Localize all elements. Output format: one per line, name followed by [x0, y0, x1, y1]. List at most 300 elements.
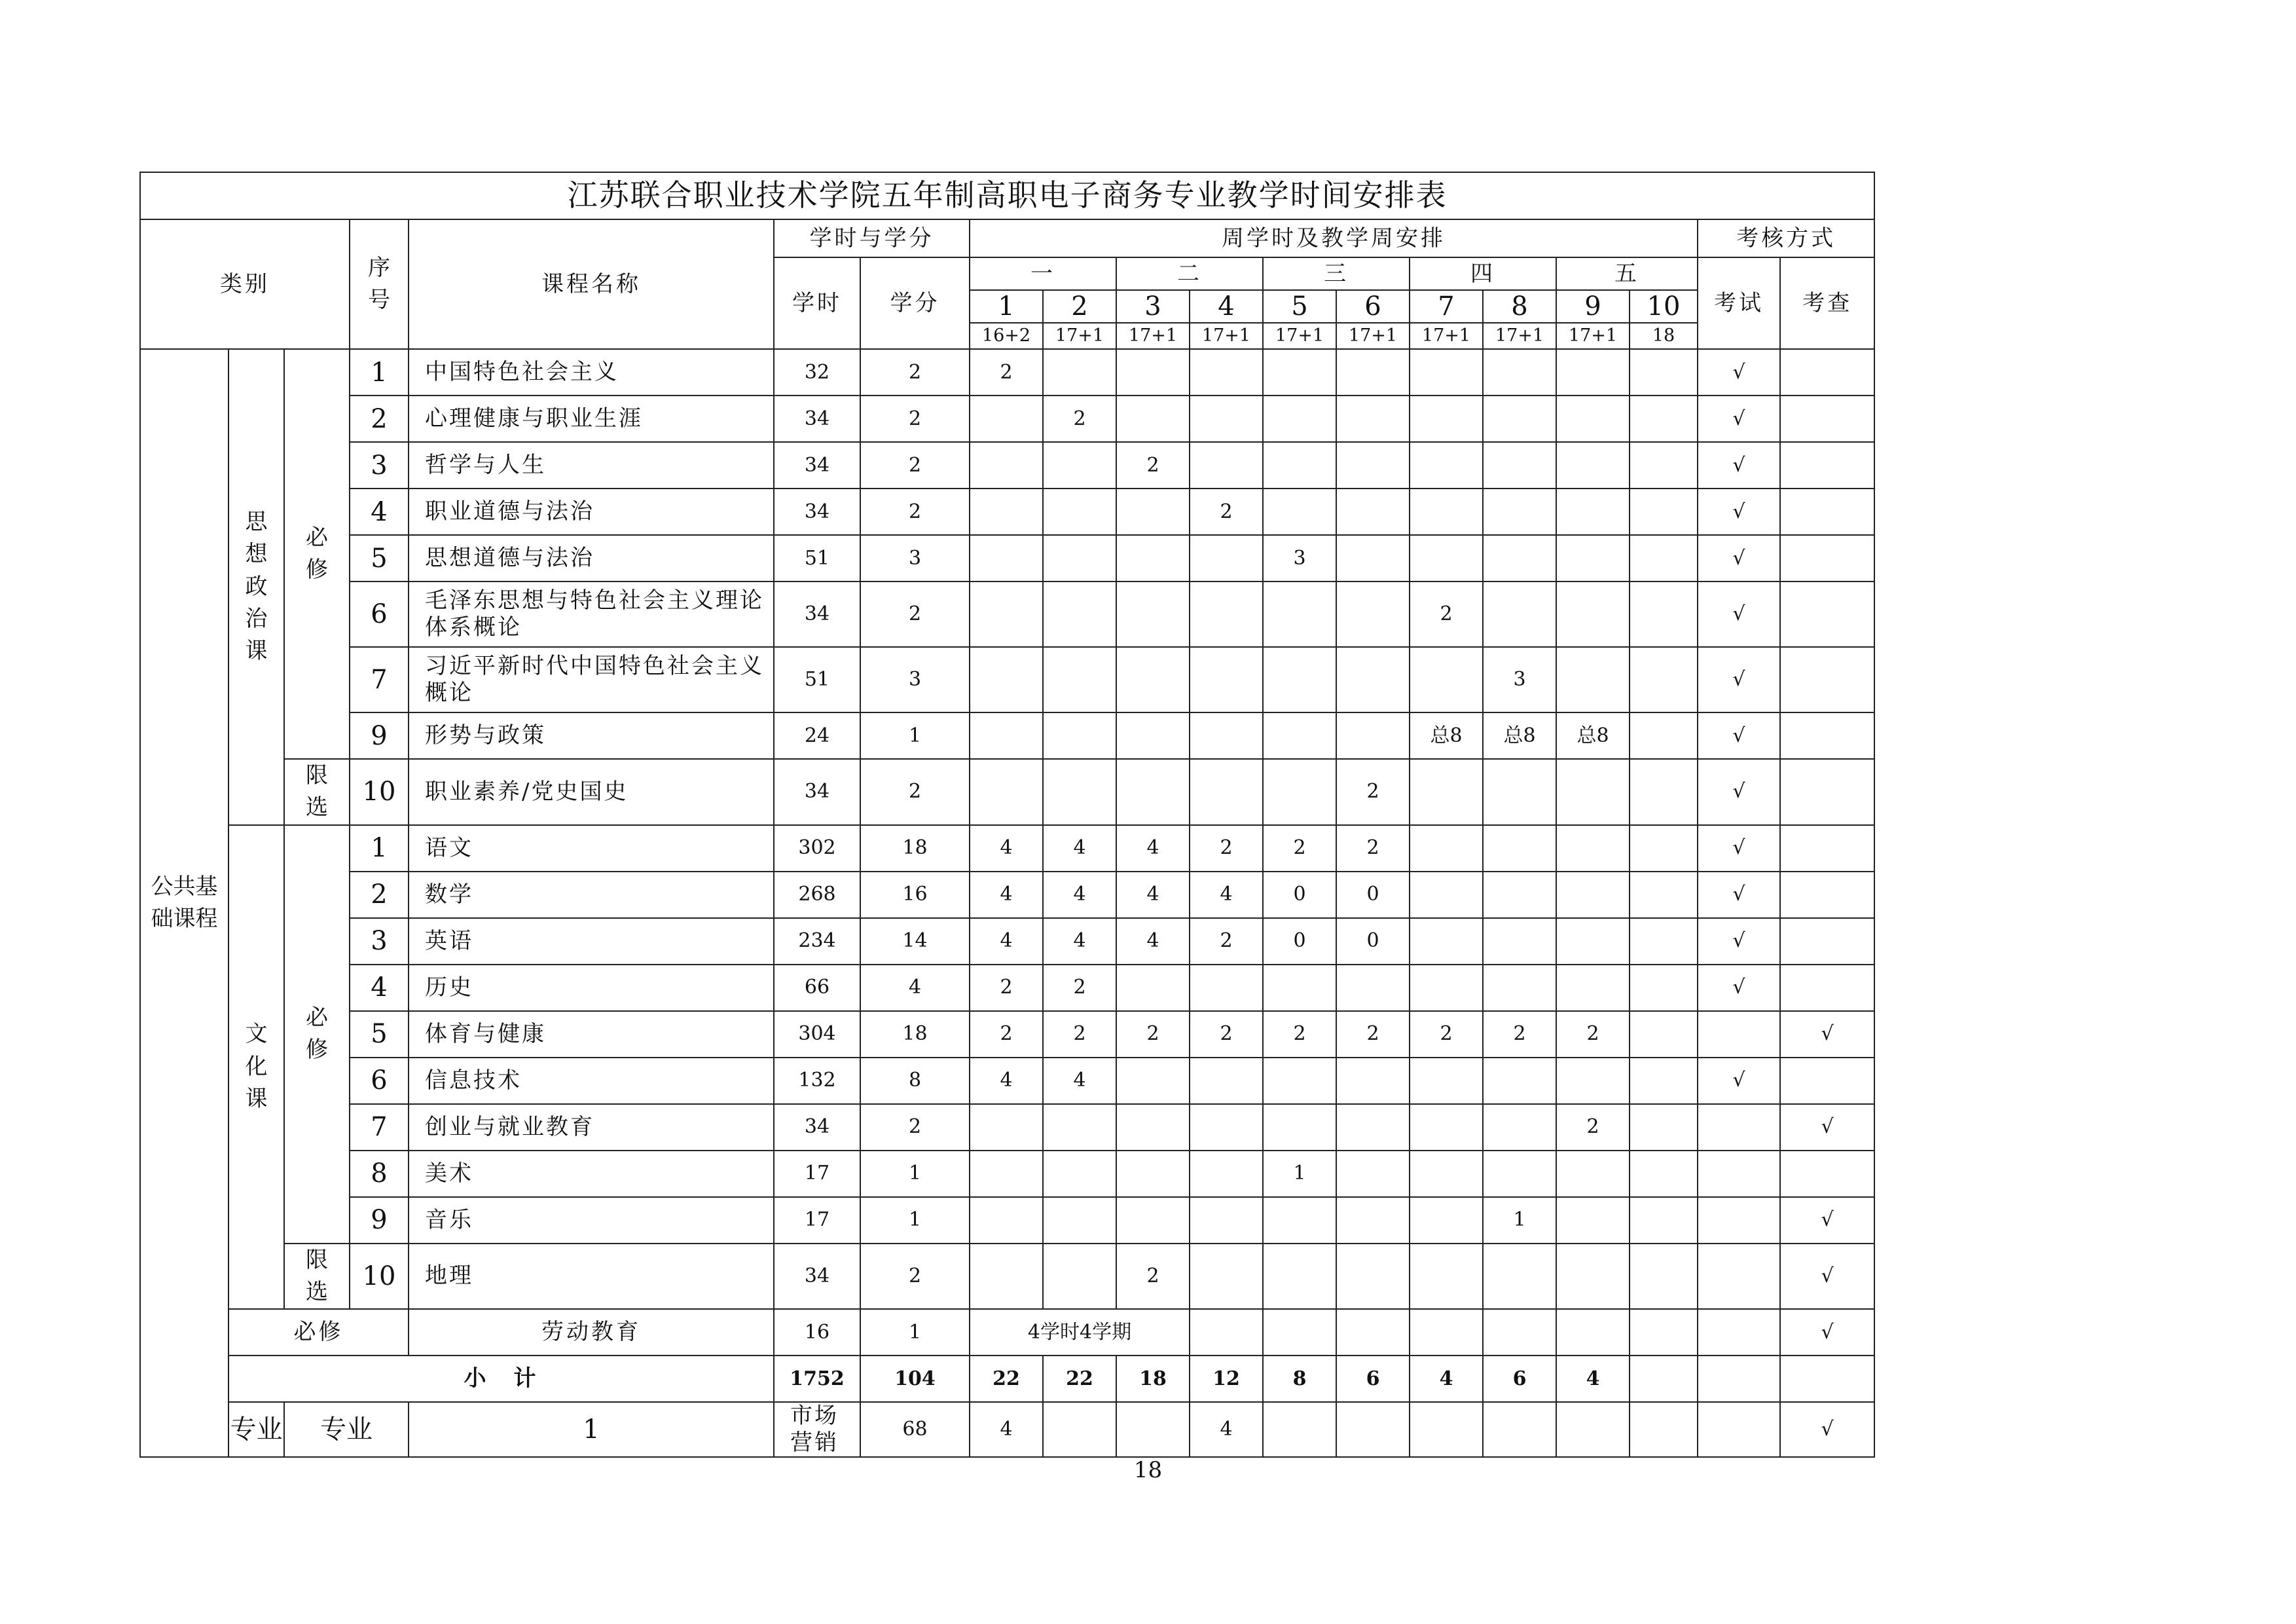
- row-seq: 1: [350, 349, 409, 396]
- semester-hours: [1116, 1058, 1190, 1104]
- table-row: [140, 647, 1874, 712]
- semester-hours: [1556, 759, 1630, 825]
- semester-hours: 2: [1483, 1011, 1556, 1058]
- course-hours: 34: [774, 1104, 860, 1151]
- table-row: [140, 1244, 1874, 1310]
- row-seq: 2: [350, 872, 409, 918]
- semester-hours: [1336, 1151, 1410, 1197]
- semester-hours: [1043, 1402, 1116, 1457]
- semester-hours: [1483, 1058, 1556, 1104]
- labor-hours: 16: [774, 1309, 860, 1356]
- type-required-text: 必修: [306, 524, 328, 583]
- semester-hours: [1116, 759, 1190, 825]
- semester-hours: [1410, 918, 1483, 965]
- course-hours: 34: [774, 759, 860, 825]
- subtotal-semester: 18: [1116, 1356, 1190, 1402]
- semester-hours: [1630, 1011, 1698, 1058]
- course-name: 心理健康与职业生涯: [409, 396, 774, 442]
- check-mark: √: [1780, 1011, 1874, 1058]
- semester-hours: [1410, 965, 1483, 1011]
- semester-hours: [1410, 442, 1483, 489]
- header-semester: 3: [1116, 290, 1190, 323]
- row-seq: 1: [350, 825, 409, 872]
- semester-hours: [1263, 581, 1336, 647]
- exam-mark: √: [1698, 647, 1780, 712]
- category-political: [228, 349, 284, 825]
- semester-hours: [1556, 1244, 1630, 1310]
- semester-hours: [1336, 442, 1410, 489]
- header-hours: 学时: [774, 257, 860, 349]
- course-hours: 51: [774, 647, 860, 712]
- semester-hours: [1630, 396, 1698, 442]
- exam-mark: √: [1698, 396, 1780, 442]
- course-credits: 2: [860, 1244, 970, 1310]
- row-seq: 7: [350, 1104, 409, 1151]
- header-semester: 7: [1410, 290, 1483, 323]
- header-year: 三: [1263, 257, 1410, 290]
- semester-hours: [1410, 647, 1483, 712]
- semester-hours: 2: [1116, 1244, 1190, 1310]
- header-check: 考查: [1780, 257, 1874, 349]
- subtotal-semester: 4: [1410, 1356, 1483, 1402]
- semester-hours: [1190, 1104, 1263, 1151]
- course-hours: 17: [774, 1197, 860, 1244]
- course-name: 英语: [409, 918, 774, 965]
- semester-hours: 4: [970, 1058, 1043, 1104]
- header-hours-credits: 学时与学分: [774, 219, 970, 257]
- course-credits: 1: [860, 1197, 970, 1244]
- course-credits: 1: [860, 712, 970, 759]
- check-mark: [1780, 1356, 1874, 1402]
- semester-hours: [1556, 581, 1630, 647]
- table-row: [140, 349, 1874, 396]
- semester-hours: 总8: [1410, 712, 1483, 759]
- course-credits: 18: [860, 1011, 970, 1058]
- course-credits: 4: [970, 1402, 1043, 1457]
- semester-hours: [1336, 535, 1410, 581]
- semester-hours: [1410, 872, 1483, 918]
- course-credits: 3: [860, 535, 970, 581]
- row-seq: 3: [350, 918, 409, 965]
- semester-hours: 4: [1043, 872, 1116, 918]
- check-mark: √: [1780, 1309, 1874, 1356]
- labor-credits: 1: [860, 1309, 970, 1356]
- course-hours: 304: [774, 1011, 860, 1058]
- table-row: [140, 1402, 1874, 1457]
- semester-hours: [1336, 1197, 1410, 1244]
- header-year: 四: [1410, 257, 1556, 290]
- semester-hours: [1630, 1244, 1698, 1310]
- row-seq: 5: [350, 1011, 409, 1058]
- semester-hours: [1116, 1402, 1190, 1457]
- semester-hours: 2: [1043, 1011, 1116, 1058]
- semester-hours: [1263, 1244, 1336, 1310]
- labor-type: 必修: [228, 1309, 409, 1356]
- row-seq: 1: [409, 1402, 774, 1457]
- semester-hours: 4: [1043, 918, 1116, 965]
- semester-hours: 2: [970, 349, 1043, 396]
- course-credits: 2: [860, 442, 970, 489]
- course-credits: 2: [860, 349, 970, 396]
- category-public-text: 公共基础课程: [151, 873, 218, 932]
- semester-hours: [1630, 712, 1698, 759]
- row-seq: 4: [350, 965, 409, 1011]
- header-assessment: 考核方式: [1698, 219, 1874, 257]
- exam-mark: √: [1780, 1402, 1874, 1457]
- subtotal-semester: 6: [1336, 1356, 1410, 1402]
- semester-hours: [1410, 535, 1483, 581]
- type-limited: [284, 759, 350, 825]
- semester-hours: 4: [970, 872, 1043, 918]
- category-cultural: [228, 825, 284, 1310]
- subtotal-semester: 22: [1043, 1356, 1116, 1402]
- semester-hours: [1410, 349, 1483, 396]
- semester-hours: [1630, 1197, 1698, 1244]
- semester-hours: [1630, 647, 1698, 712]
- row-seq: 8: [350, 1151, 409, 1197]
- table-row: [140, 1058, 1874, 1104]
- course-hours: 51: [774, 535, 860, 581]
- semester-hours: [1336, 1244, 1410, 1310]
- header-course-name: 课程名称: [409, 219, 774, 349]
- course-name: 信息技术: [409, 1058, 774, 1104]
- table-row: [140, 1104, 1874, 1151]
- semester-hours: 2: [1336, 825, 1410, 872]
- row-seq: 7: [350, 647, 409, 712]
- semester-hours: 0: [1336, 918, 1410, 965]
- course-name: 中国特色社会主义: [409, 349, 774, 396]
- header-weeks: 17+1: [1483, 323, 1556, 349]
- semester-hours: [970, 712, 1043, 759]
- course-hours: 66: [774, 965, 860, 1011]
- semester-hours: [1263, 442, 1336, 489]
- course-hours: 34: [774, 396, 860, 442]
- header-semester: 10: [1630, 290, 1698, 323]
- semester-hours: 2: [1116, 1011, 1190, 1058]
- semester-hours: [1556, 1151, 1630, 1197]
- semester-hours: [1556, 872, 1630, 918]
- table-row: [140, 1011, 1874, 1058]
- semester-hours: [970, 535, 1043, 581]
- semester-hours: [1698, 1402, 1780, 1457]
- header-weeks: 18: [1630, 323, 1698, 349]
- category-cultural-text: 文化课: [245, 1021, 268, 1113]
- semester-hours: 2: [1190, 825, 1263, 872]
- semester-hours: 4: [1116, 825, 1190, 872]
- exam-mark: √: [1698, 965, 1780, 1011]
- semester-hours: [1556, 535, 1630, 581]
- course-name: 音乐: [409, 1197, 774, 1244]
- semester-hours: [1263, 1197, 1336, 1244]
- semester-hours: [1043, 442, 1116, 489]
- semester-hours: [1263, 1104, 1336, 1151]
- semester-hours: [970, 442, 1043, 489]
- type-required: [284, 349, 350, 759]
- semester-hours: [1116, 489, 1190, 535]
- semester-hours: [1410, 759, 1483, 825]
- semester-hours: [1483, 1309, 1556, 1356]
- semester-hours: [1190, 965, 1263, 1011]
- semester-hours: 1: [1263, 1151, 1336, 1197]
- course-name: 职业素养/党史国史: [409, 759, 774, 825]
- semester-hours: [1483, 918, 1556, 965]
- semester-hours: [1483, 349, 1556, 396]
- semester-hours: [1190, 349, 1263, 396]
- semester-hours: [1410, 1197, 1483, 1244]
- exam-mark: √: [1698, 825, 1780, 872]
- row-seq: 6: [350, 1058, 409, 1104]
- course-name: 习近平新时代中国特色社会主义概论: [409, 647, 774, 712]
- subcategory-major: 专业: [284, 1402, 409, 1457]
- semester-hours: [1116, 647, 1190, 712]
- semester-hours: [1190, 1058, 1263, 1104]
- semester-hours: [1190, 1197, 1263, 1244]
- course-credits: 2: [860, 581, 970, 647]
- semester-hours: [1483, 1104, 1556, 1151]
- course-name: 体育与健康: [409, 1011, 774, 1058]
- semester-hours: 4: [1043, 1058, 1116, 1104]
- header-seq: 序号: [350, 219, 409, 349]
- course-name: 数学: [409, 872, 774, 918]
- semester-hours: [1190, 1309, 1263, 1356]
- header-semester: 9: [1556, 290, 1630, 323]
- semester-hours: [1483, 759, 1556, 825]
- check-mark: √: [1780, 1197, 1874, 1244]
- course-hours: 32: [774, 349, 860, 396]
- semester-hours: [1043, 489, 1116, 535]
- exam-mark: √: [1698, 489, 1780, 535]
- table-row: [140, 1197, 1874, 1244]
- semester-hours: [1116, 581, 1190, 647]
- course-credits: 18: [860, 825, 970, 872]
- table-row: [140, 965, 1874, 1011]
- table-row: [140, 442, 1874, 489]
- semester-hours: [1410, 825, 1483, 872]
- semester-hours: [1336, 647, 1410, 712]
- semester-hours: [1556, 647, 1630, 712]
- exam-mark: [1698, 1197, 1780, 1244]
- semester-hours: [1190, 581, 1263, 647]
- semester-hours: [1116, 1104, 1190, 1151]
- semester-hours: [1630, 1058, 1698, 1104]
- semester-hours: [1410, 1402, 1483, 1457]
- course-credits: 8: [860, 1058, 970, 1104]
- check-mark: [1780, 647, 1874, 712]
- semester-hours: [970, 489, 1043, 535]
- exam-mark: [1698, 1356, 1780, 1402]
- semester-hours: 2: [970, 965, 1043, 1011]
- row-seq: 10: [350, 759, 409, 825]
- semester-hours: [1630, 442, 1698, 489]
- semester-hours: [1630, 1151, 1698, 1197]
- semester-hours: [970, 1197, 1043, 1244]
- semester-hours: [1630, 918, 1698, 965]
- semester-hours: 2: [970, 1011, 1043, 1058]
- semester-hours: 4: [1116, 872, 1190, 918]
- semester-hours: [970, 759, 1043, 825]
- course-name: 语文: [409, 825, 774, 872]
- page-number: 18: [1133, 1457, 1163, 1483]
- semester-hours: [1263, 1058, 1336, 1104]
- course-name: 美术: [409, 1151, 774, 1197]
- semester-hours: [1556, 1309, 1630, 1356]
- semester-hours: [1263, 965, 1336, 1011]
- exam-mark: √: [1698, 535, 1780, 581]
- semester-hours: 3: [1483, 647, 1556, 712]
- check-mark: [1780, 759, 1874, 825]
- subtotal-semester: 12: [1190, 1356, 1263, 1402]
- semester-hours: 4: [1190, 872, 1263, 918]
- semester-hours: [1336, 349, 1410, 396]
- semester-hours: [970, 396, 1043, 442]
- subtotal-credits: 104: [860, 1356, 970, 1402]
- semester-hours: [970, 647, 1043, 712]
- semester-hours: [1630, 825, 1698, 872]
- semester-hours: 4: [1190, 1402, 1263, 1457]
- semester-hours: [1190, 442, 1263, 489]
- semester-hours: [1410, 1244, 1483, 1310]
- semester-hours: [1556, 396, 1630, 442]
- header-weeks: 17+1: [1116, 323, 1190, 349]
- subtotal-label: 小 计: [228, 1356, 774, 1402]
- semester-hours: [1630, 535, 1698, 581]
- semester-hours: [1483, 1244, 1556, 1310]
- semester-hours: [1263, 647, 1336, 712]
- semester-hours: [1336, 712, 1410, 759]
- semester-hours: 2: [1190, 489, 1263, 535]
- header-year: 一: [970, 257, 1116, 290]
- course-hours: 34: [774, 442, 860, 489]
- header-weeks: 16+2: [970, 323, 1043, 349]
- header-exam: 考试: [1698, 257, 1780, 349]
- semester-hours: [1410, 396, 1483, 442]
- semester-hours: 4: [1043, 825, 1116, 872]
- semester-hours: 总8: [1556, 712, 1630, 759]
- table-row: [140, 825, 1874, 872]
- table-row: [140, 918, 1874, 965]
- row-seq: 10: [350, 1244, 409, 1310]
- semester-hours: [1483, 872, 1556, 918]
- semester-hours: [1263, 349, 1336, 396]
- type-required: [284, 825, 350, 1244]
- row-seq: 3: [350, 442, 409, 489]
- semester-hours: 2: [1336, 759, 1410, 825]
- exam-mark: [1698, 1244, 1780, 1310]
- subtotal-row: [140, 1356, 1874, 1402]
- semester-hours: [1336, 1104, 1410, 1151]
- exam-mark: [1698, 1309, 1780, 1356]
- exam-mark: √: [1698, 581, 1780, 647]
- labor-row: [140, 1309, 1874, 1356]
- semester-hours: [1483, 396, 1556, 442]
- subtotal-semester: 22: [970, 1356, 1043, 1402]
- semester-hours: [1630, 759, 1698, 825]
- semester-hours: [1043, 535, 1116, 581]
- table-row: [140, 759, 1874, 825]
- header-weeks: 17+1: [1263, 323, 1336, 349]
- subtotal-semester: 8: [1263, 1356, 1336, 1402]
- course-hours: 68: [860, 1402, 970, 1457]
- course-hours: 302: [774, 825, 860, 872]
- semester-hours: 2: [1263, 825, 1336, 872]
- header-weeks: 17+1: [1190, 323, 1263, 349]
- course-hours: 34: [774, 489, 860, 535]
- header-weeks: 17+1: [1043, 323, 1116, 349]
- semester-hours: 4: [1116, 918, 1190, 965]
- course-name: 哲学与人生: [409, 442, 774, 489]
- header-weeks: 17+1: [1556, 323, 1630, 349]
- header-category: 类别: [140, 219, 350, 349]
- semester-hours: 总8: [1483, 712, 1556, 759]
- header-credits: 学分: [860, 257, 970, 349]
- semester-hours: 3: [1263, 535, 1336, 581]
- semester-hours: [1556, 965, 1630, 1011]
- semester-hours: [1556, 1058, 1630, 1104]
- semester-hours: [1556, 918, 1630, 965]
- schedule-table: [139, 172, 1875, 1458]
- semester-hours: [1116, 349, 1190, 396]
- subtotal-semester: 6: [1483, 1356, 1556, 1402]
- course-credits: 4: [860, 965, 970, 1011]
- semester-hours: [1043, 1104, 1116, 1151]
- type-limited: [284, 1244, 350, 1310]
- course-name: 创业与就业教育: [409, 1104, 774, 1151]
- check-mark: [1780, 965, 1874, 1011]
- table-row: [140, 872, 1874, 918]
- semester-hours: [1336, 1402, 1410, 1457]
- semester-hours: [1630, 872, 1698, 918]
- exam-mark: √: [1698, 872, 1780, 918]
- category-political-text: 思想政治课: [245, 509, 268, 665]
- header-semester: 5: [1263, 290, 1336, 323]
- semester-hours: [1483, 489, 1556, 535]
- semester-hours: [1043, 759, 1116, 825]
- semester-hours: [1483, 1151, 1556, 1197]
- semester-hours: [1410, 489, 1483, 535]
- semester-hours: [1556, 349, 1630, 396]
- check-mark: [1780, 349, 1874, 396]
- semester-hours: [1410, 1104, 1483, 1151]
- semester-hours: [1336, 1058, 1410, 1104]
- semester-hours: [1043, 581, 1116, 647]
- semester-hours: [970, 1244, 1043, 1310]
- semester-hours: [1190, 712, 1263, 759]
- semester-hours: 2: [1556, 1104, 1630, 1151]
- course-hours: 34: [774, 1244, 860, 1310]
- course-hours: 17: [774, 1151, 860, 1197]
- semester-hours: [1116, 965, 1190, 1011]
- semester-hours: [1630, 1309, 1698, 1356]
- semester-hours: [1410, 1151, 1483, 1197]
- check-mark: [1780, 825, 1874, 872]
- course-credits: 2: [860, 396, 970, 442]
- semester-hours: [1483, 581, 1556, 647]
- semester-hours: 2: [1410, 1011, 1483, 1058]
- semester-hours: 0: [1263, 872, 1336, 918]
- course-credits: 2: [860, 489, 970, 535]
- subtotal-semester: 4: [1556, 1356, 1630, 1402]
- semester-hours: [1630, 581, 1698, 647]
- semester-hours: [1116, 396, 1190, 442]
- semester-hours: [1043, 1151, 1116, 1197]
- semester-hours: [1116, 535, 1190, 581]
- table-row: [140, 581, 1874, 647]
- course-name: 职业道德与法治: [409, 489, 774, 535]
- semester-hours: [1483, 1402, 1556, 1457]
- semester-hours: [1263, 396, 1336, 442]
- semester-hours: 2: [1556, 1011, 1630, 1058]
- semester-hours: 2: [1043, 965, 1116, 1011]
